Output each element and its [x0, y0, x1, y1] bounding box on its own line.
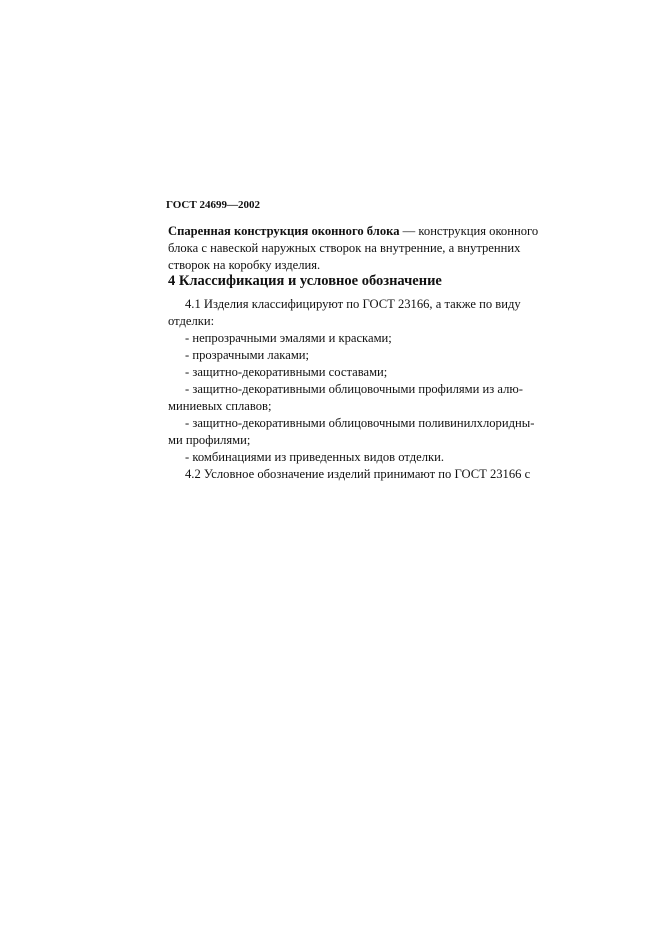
para-4-1-line-1: 4.1 Изделия классифицируют по ГОСТ 23166, а также по виду: [185, 297, 521, 311]
list-item: - защитно-декоративными облицовочными поливинилхлоридны-: [185, 416, 535, 430]
list-item: - защитно-декоративными составами;: [185, 365, 388, 379]
definition-line-1: [168, 223, 538, 240]
list-item: - непрозрачными эмалями и красками;: [185, 331, 392, 345]
definition-line-2: блока с навеской наружных створок на внутренние, а внутренних: [168, 241, 521, 255]
list-item: миниевых сплавов;: [168, 399, 272, 413]
list-item: - защитно-декоративными облицовочными профилями из алю-: [185, 382, 523, 396]
list-item: - комбинациями из приведенных видов отделки.: [185, 450, 445, 464]
document-header: ГОСТ 24699—2002: [166, 199, 260, 211]
list-item: ми профилями;: [168, 433, 251, 447]
para-4-1-line-2: отделки:: [168, 314, 215, 328]
list-item: - прозрачными лаками;: [185, 348, 310, 362]
section-title: 4 Классификация и условное обозначение: [168, 273, 442, 289]
definition-line-3: створок на коробку изделия.: [168, 258, 321, 272]
definition-term: Спаренная конструкция оконного блока: [168, 224, 400, 238]
definition-text-1: — конструкция оконного: [402, 224, 539, 238]
para-4-2-line-1: 4.2 Условное обозначение изделий принимают по ГОСТ 23166 с: [185, 467, 531, 481]
